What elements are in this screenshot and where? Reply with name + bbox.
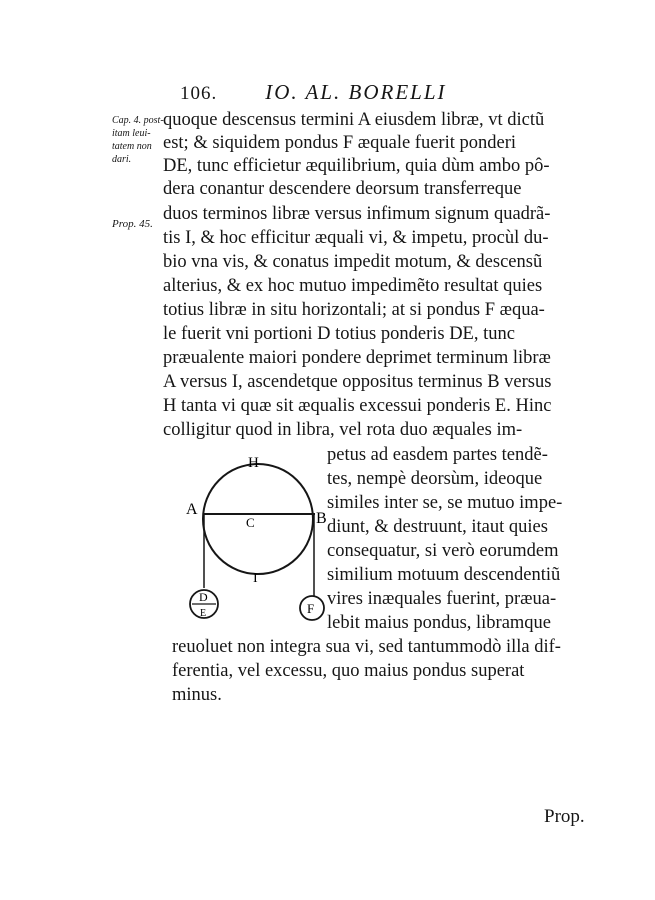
figure-label-e: E	[200, 608, 207, 619]
running-title: IO. AL. BORELLI	[265, 80, 447, 104]
proposition-note: Prop. 45.	[112, 218, 153, 230]
text-line: similium motuum descendentiũ	[327, 565, 561, 585]
text-line: vires inæquales fuerint, præua-	[327, 589, 557, 609]
text-line: petus ad easdem partes tendẽ-	[327, 445, 548, 465]
balance-wheel-figure	[175, 440, 335, 640]
text-line: lebit maius pondus, libramque	[327, 613, 552, 633]
margin-note: dari.	[112, 154, 132, 165]
margin-note: tatem non	[112, 141, 152, 152]
text-line: totius libræ in situ horizontali; at si pondus F æqua-	[163, 300, 545, 320]
text-line: similes inter se, se mutuo impe-	[327, 493, 563, 513]
text-line: est; & siquidem pondus F æquale fuerit ponderi	[163, 133, 516, 153]
margin-note: itam leui-	[112, 128, 151, 139]
text-line: tes, nempè deorsùm, ideoque	[327, 469, 543, 489]
figure-label-b: B	[316, 510, 327, 527]
text-line: DE, tunc efficietur æquilibrium, quia dùm ambo pô-	[163, 156, 550, 176]
text-line: duos terminos libræ versus infimum signum quadrã-	[163, 204, 551, 224]
text-line: ferentia, vel excessu, quo maius pondus superat	[172, 661, 525, 681]
figure-label-c: C	[246, 515, 255, 530]
figure-label-f: F	[307, 601, 315, 616]
text-line: diunt, & destruunt, itaut quies	[327, 517, 548, 537]
text-line: tis I, & hoc efficitur æquali vi, & impetu, procùl du-	[163, 228, 549, 248]
text-line: A versus I, ascendetque oppositus terminus B versus	[163, 372, 552, 392]
text-line: dera conantur descendere deorsum transferreque	[163, 179, 522, 199]
text-line: bio vna vis, & conatus impedit motum, & descensũ	[163, 252, 543, 272]
page-header	[180, 80, 447, 105]
page-number: 106.	[180, 83, 218, 104]
text-line: H tanta vi quæ sit æqualis excessui ponderis E. Hinc	[163, 396, 552, 416]
text-line: consequatur, si verò eorumdem	[327, 541, 559, 561]
figure-label-h: H	[248, 455, 259, 471]
text-line: minus.	[172, 685, 222, 705]
text-line: quoque descensus termini A eiusdem libræ, vt dictũ	[163, 110, 545, 130]
text-line: præualente maiori pondere deprimet terminum libræ	[163, 348, 551, 368]
figure-label-d: D	[199, 590, 208, 604]
text-line: reuoluet non integra sua vi, sed tantummodò illa dif-	[172, 637, 561, 657]
text-line: alterius, & ex hoc mutuo impedimẽto resultat quies	[163, 276, 543, 296]
wheel-circle	[203, 464, 313, 574]
figure-label-i: I	[253, 571, 258, 586]
text-line: le fuerit vni portioni D totius ponderis DE, tunc	[163, 324, 515, 344]
margin-note: Cap. 4. post-	[112, 115, 164, 126]
figure-label-a: A	[186, 501, 198, 518]
catchword: Prop.	[544, 806, 585, 827]
text-line: colligitur quod in libra, vel rota duo æquales im-	[163, 420, 523, 440]
